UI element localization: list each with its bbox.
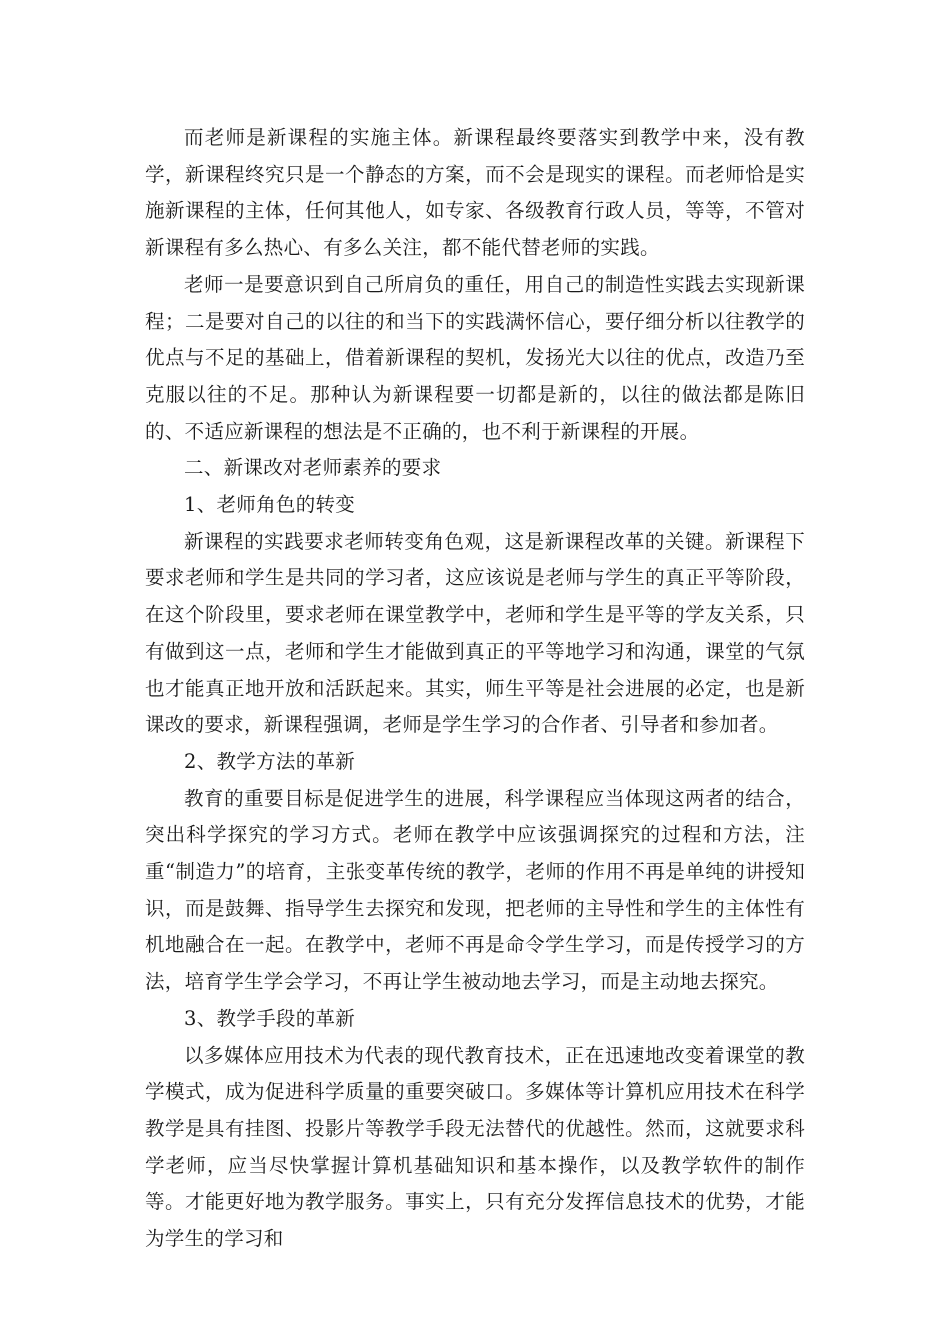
document-body	[145, 120, 805, 1258]
subheading-method-innovation: 2、教学方法的革新	[184, 749, 356, 773]
paragraph-teacher-responsibility: 老师一是要意识到自己所肩负的重任，用自己的制造性实践去实现新课程；二是要对自己的以往的和当下的实践满怀信心，要仔细分析以往教学的优点与不足的基础上，借着新课程的契机，发扬光大以往的优点，改造乃至克服以往的不足。那种认为新课程要一切都是新的，以往的做法都是陈旧的、不适应新课程的想法是不正确的，也不利于新课程的开展。	[145, 272, 805, 443]
subheading-role-change: 1、老师角色的转变	[184, 493, 356, 517]
paragraph-means-innovation: 以多媒体应用技术为代表的现代教育技术，正在迅速地改变着课堂的教学模式，成为促进科学质量的重要突破口。多媒体等计算机应用技术在科学教学是具有挂图、投影片等教学手段无法替代的优越性。然而，这就要求科学老师，应当尽快掌握计算机基础知识和基本操作，以及教学软件的制作等。才能更好地为教学服务。事实上，只有充分发挥信息技术的优势，才能为学生的学习和	[145, 1043, 805, 1251]
paragraph-teacher-as-subject: 而老师是新课程的实施主体。新课程最终要落实到教学中来，没有教学，新课程终究只是一个静态的方案，而不会是现实的课程。而老师恰是实施新课程的主体，任何其他人，如专家、各级教育行政人员，等等，不管对新课程有多么热心、有多么关注，都不能代替老师的实践。	[145, 126, 805, 260]
paragraph-role-change: 新课程的实践要求老师转变角色观，这是新课程改革的关键。新课程下要求老师和学生是共同的学习者，这应该说是老师与学生的真正平等阶段，在这个阶段里，要求老师在课堂教学中，老师和学生是平等的学友关系，只有做到这一点，老师和学生才能做到真正的平等地学习和沟通，课堂的气氛也才能真正地开放和活跃起来。其实，师生平等是社会进展的必定，也是新课改的要求，新课程强调，老师是学生学习的合作者、引导者和参加者。	[145, 529, 805, 737]
subheading-means-innovation: 3、教学手段的革新	[184, 1006, 356, 1030]
section-heading-requirements: 二、新课改对老师素养的要求	[184, 456, 442, 480]
paragraph-method-innovation: 教育的重要目标是促进学生的进展，科学课程应当体现这两者的结合，突出科学探究的学习方式。老师在教学中应该强调探究的过程和方法，注重“制造力”的培育，主张变革传统的教学，老师的作用不再是单纯的讲授知识，而是鼓舞、指导学生去探究和发现，把老师的主导性和学生的主体性有机地融合在一起。在教学中，老师不再是命令学生学习，而是传授学习的方法，培育学生学会学习，不再让学生被动地去学习，而是主动地去探究。	[145, 786, 805, 994]
